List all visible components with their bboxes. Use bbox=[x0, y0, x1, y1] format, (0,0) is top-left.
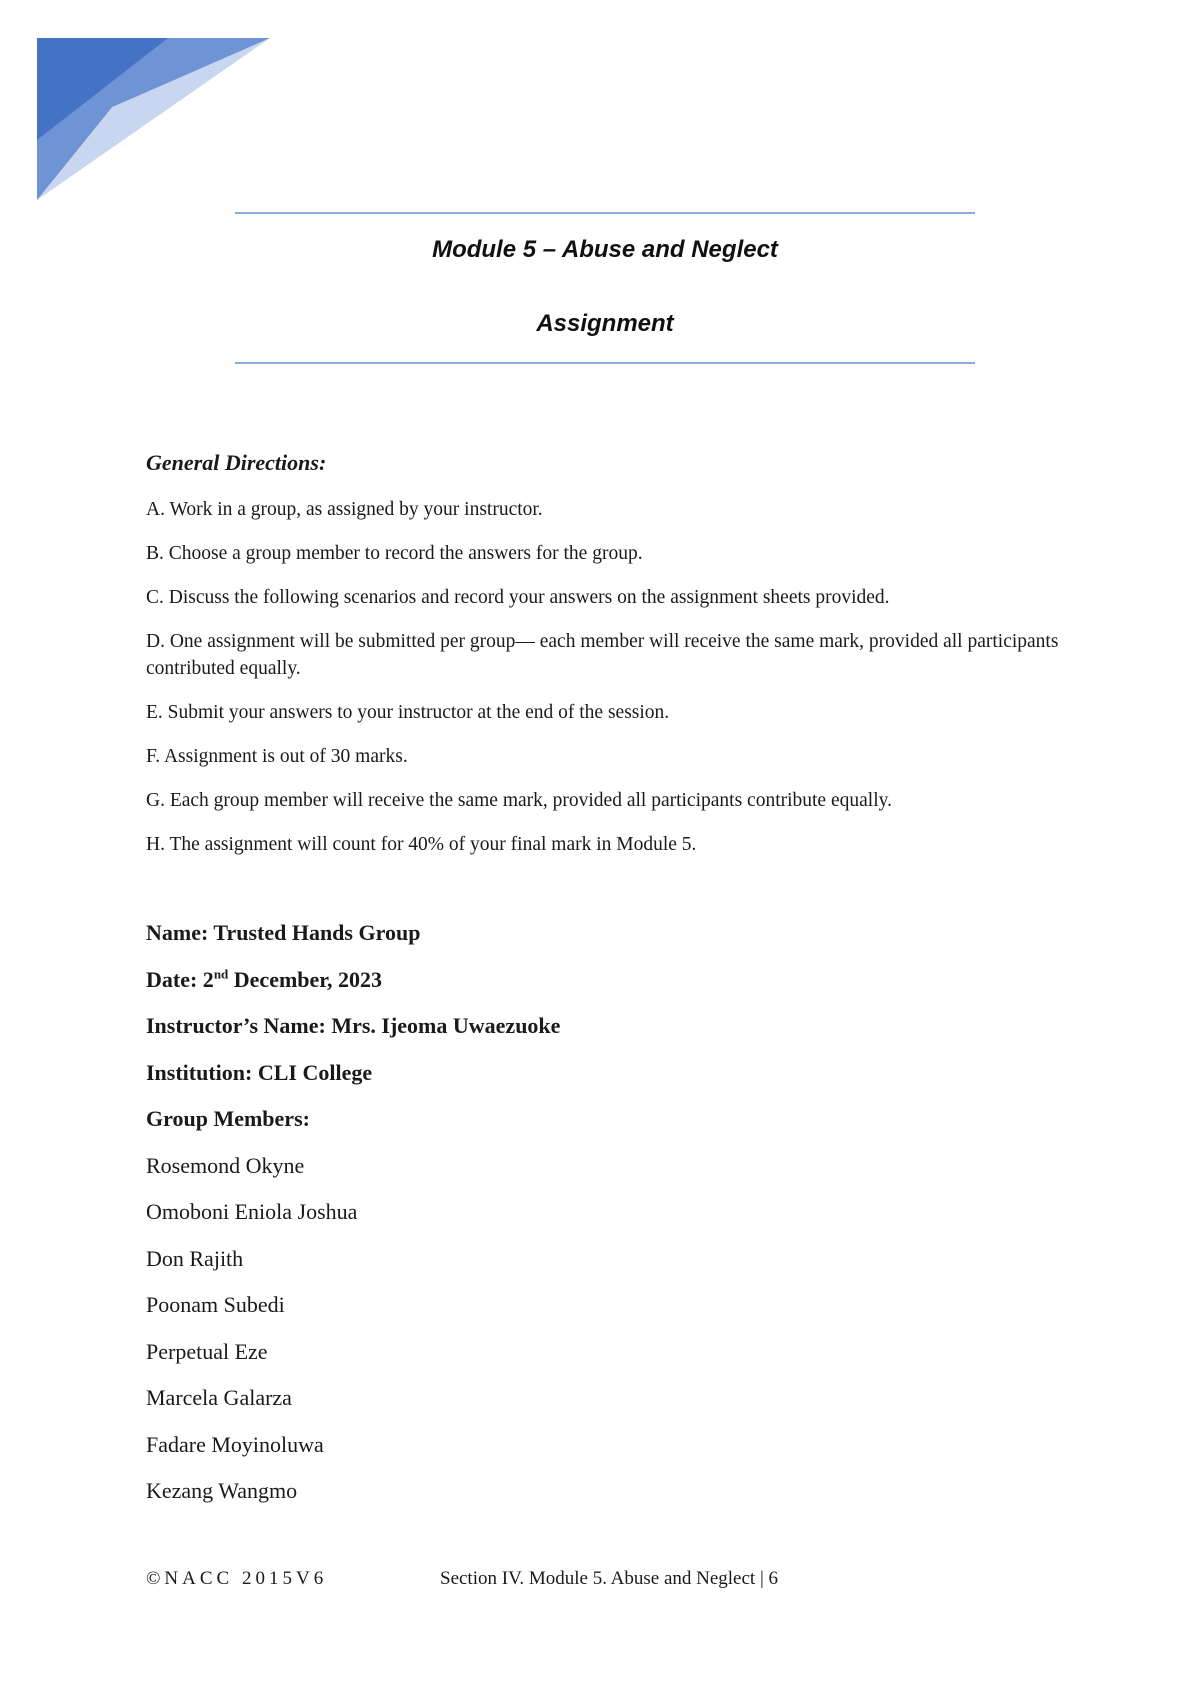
member-name: Perpetual Eze bbox=[146, 1338, 268, 1364]
date-prefix: Date: 2 bbox=[146, 966, 214, 992]
member-name: Poonam Subedi bbox=[146, 1292, 285, 1317]
submission-date bbox=[146, 967, 1066, 1014]
instructor-name: Instructor’s Name: Mrs. Ijeoma Uwaezuoke bbox=[146, 1013, 561, 1038]
direction-item: F. Assignment is out of 30 marks. bbox=[146, 746, 408, 767]
member-name: Omoboni Eniola Joshua bbox=[146, 1199, 358, 1224]
date-ordinal: nd bbox=[213, 966, 229, 982]
footer-copyright: ©NACC 2015V6 bbox=[146, 1568, 328, 1589]
general-directions-heading: General Directions: bbox=[146, 450, 327, 475]
member-name: Don Rajith bbox=[146, 1245, 244, 1271]
directions-list bbox=[146, 496, 1066, 875]
direction-item: G. Each group member will receive the same mark, provided all participants contribute equally. bbox=[146, 790, 892, 811]
footer-section: Section IV. Module 5. Abuse and Neglect | 6 bbox=[440, 1568, 779, 1589]
corner-decoration bbox=[0, 0, 300, 220]
member-name: Marcela Galarza bbox=[146, 1385, 292, 1410]
group-name: Name: Trusted Hands Group bbox=[146, 920, 421, 945]
direction-item: H. The assignment will count for 40% of your final mark in Module 5. bbox=[146, 834, 697, 855]
member-name: Rosemond Okyne bbox=[146, 1152, 305, 1178]
direction-item: C. Discuss the following scenarios and record your answers on the assignment sheets provided. bbox=[146, 587, 890, 608]
assignment-title: Assignment bbox=[536, 310, 674, 337]
direction-item: A. Work in a group, as assigned by your instructor. bbox=[146, 499, 543, 520]
group-members-heading: Group Members: bbox=[146, 1106, 310, 1131]
direction-item: B. Choose a group member to record the answers for the group. bbox=[146, 543, 643, 564]
institution: Institution: CLI College bbox=[146, 1059, 373, 1085]
member-name: Kezang Wangmo bbox=[146, 1478, 298, 1503]
group-info bbox=[146, 920, 1066, 1525]
direction-item: D. One assignment will be submitted per group— each member will receive the same mark, provided all participants contributed equally. bbox=[146, 631, 1059, 679]
date-suffix: December, 2023 bbox=[228, 966, 383, 992]
direction-item: E. Submit your answers to your instructor at the end of the session. bbox=[146, 702, 670, 723]
top-rule bbox=[235, 212, 975, 214]
module-title: Module 5 – Abuse and Neglect bbox=[432, 236, 778, 263]
bottom-rule bbox=[235, 362, 975, 364]
member-name: Fadare Moyinoluwa bbox=[146, 1431, 324, 1457]
group-members-list bbox=[146, 1153, 1066, 1525]
